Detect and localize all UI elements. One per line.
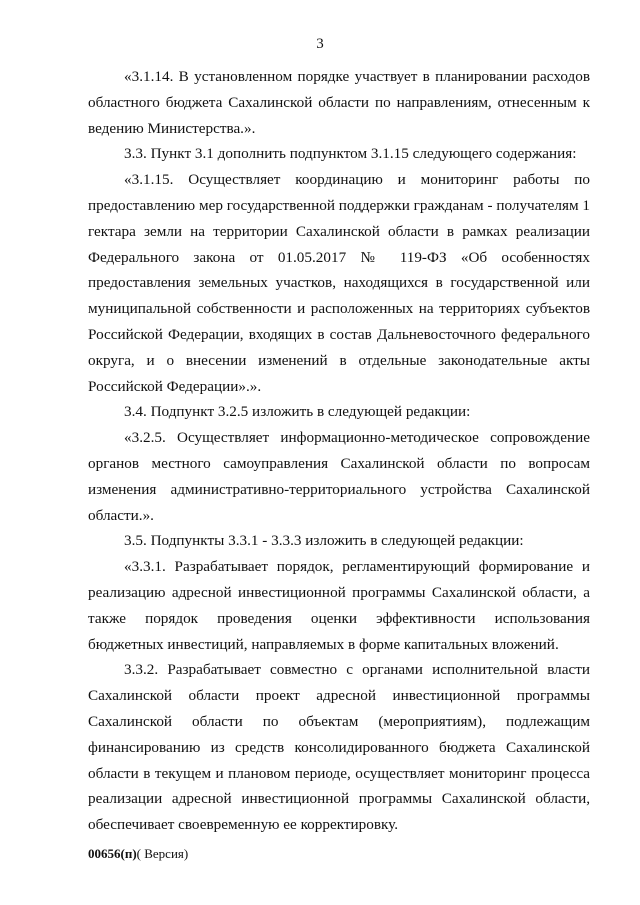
paragraph-3-1-15: «3.1.15. Осуществляет координацию и мониторинг работы по предоставлению мер государственной поддержки гражданам - получателям 1 гектара земли на территории Сахалинской области в рамках реализации Федерального закона от 01.05.2017 № 119-ФЗ «Об особенностях предоставления земельных участков, находящихся в государственной или муниципальной собственности и расположенных на территориях субъектов Российской Федерации, входящих в состав Дальневосточного федерального округа, и о внесении изменений в отдельные законодательные акты Российской Федерации».». [88,171,590,395]
paragraph-3-2-5: «3.2.5. Осуществляет информационно-методическое сопровождение органов местного самоуправления Сахалинской области по вопросам изменения административно-территориального устройства Сахалинской области.». [88,429,590,524]
document-version-label: ( Версия) [136,846,189,861]
document-body [88,64,590,838]
paragraph-3-3-2: 3.3.2. Разрабатывает совместно с органами исполнительной власти Сахалинской области проект адресной инвестиционной программы Сахалинской области по объектам (мероприятиям), подлежащим финансированию из средств консолидированного бюджета Сахалинской области в текущем и плановом периоде, осуществляет мониторинг процесса реализации адресной инвестиционной программы Сахалинской области, обеспечивает своевременную ее корректировку. [88,661,590,834]
paragraph-3-5: 3.5. Подпункты 3.3.1 - 3.3.3 изложить в следующей редакции: [124,532,524,550]
page-number: 3 [316,36,324,52]
document-code: 00656(п) [88,846,137,861]
paragraph-3-1-14: «3.1.14. В установленном порядке участвует в планировании расходов областного бюджета Сахалинской области по направлениям, отнесенным к ведению Министерства.». [88,68,590,137]
paragraph-3-4: 3.4. Подпункт 3.2.5 изложить в следующей редакции: [124,403,471,421]
document-footer [88,846,188,862]
paragraph-3-3-1: «3.3.1. Разрабатывает порядок, регламентирующий формирование и реализацию адресной инвестиционной программы Сахалинской области, а также порядок проведения оценки эффективности использования бюджетных инвестиций, направляемых в форме капитальных вложений. [88,558,590,653]
paragraph-3-3: 3.3. Пункт 3.1 дополнить подпунктом 3.1.15 следующего содержания: [124,145,577,163]
